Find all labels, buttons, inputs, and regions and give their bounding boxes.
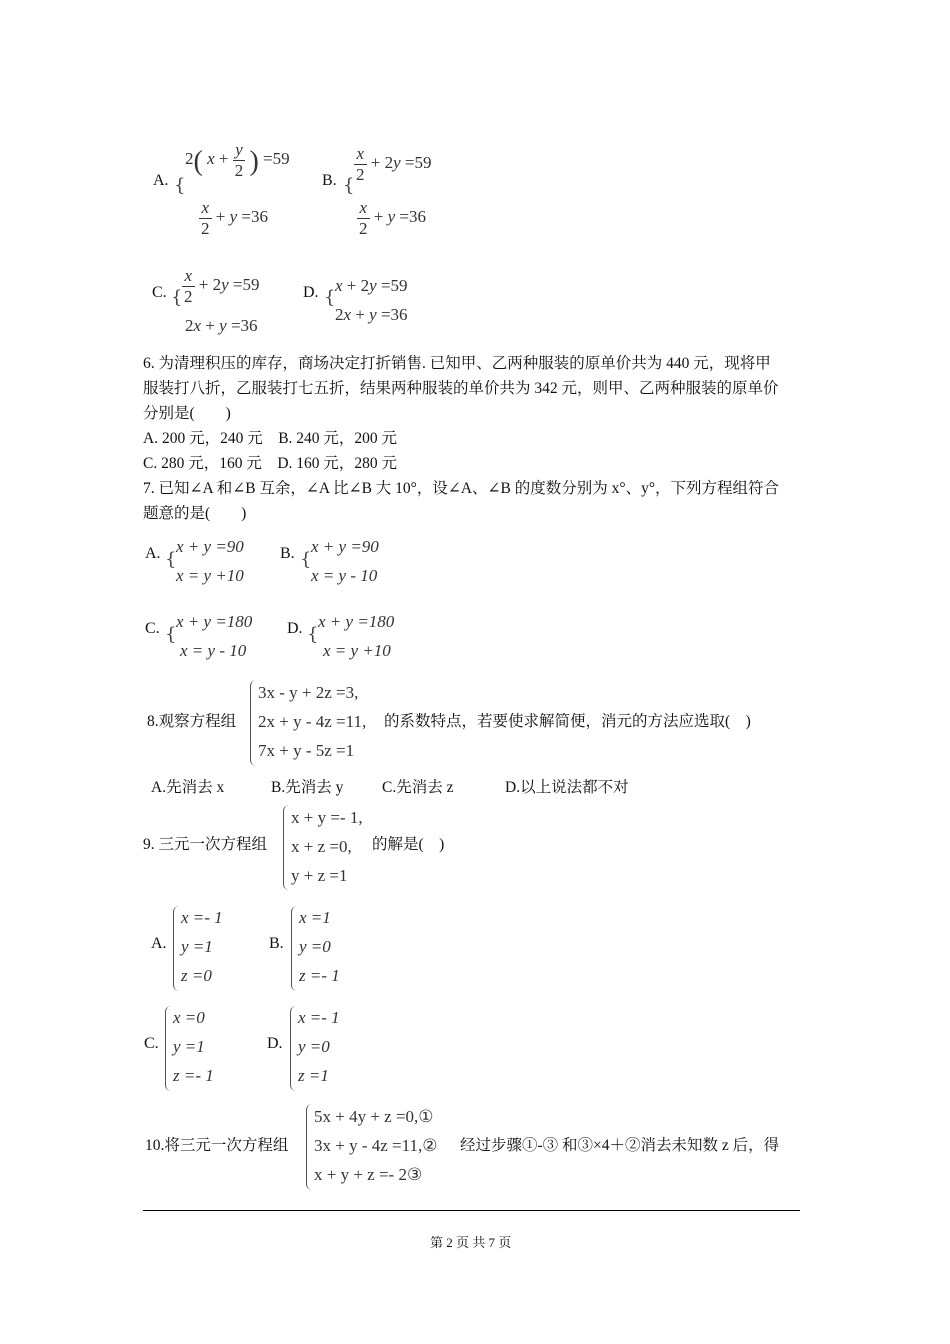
- equation-line: 2x + y =36: [185, 316, 258, 335]
- equation-line: x = y - 10: [180, 641, 247, 660]
- system-brace: [250, 680, 256, 766]
- left-brace: {: [165, 549, 177, 570]
- left-brace: {: [174, 175, 186, 196]
- question-text: 经过步骤①-③ 和③×4＋②消去未知数 z 后，得: [460, 1137, 780, 1154]
- equation-line: 3x + y - 4z =11,②: [314, 1136, 438, 1155]
- option-label: B.: [280, 545, 295, 562]
- question-text: 7. 已知∠A 和∠B 互余，∠A 比∠B 大 10°，设∠A、∠B 的度数分别为 x°、y°，下列方程组符合: [143, 480, 780, 497]
- left-brace: {: [165, 624, 177, 645]
- option-label: D.: [287, 620, 303, 637]
- option-label: B.: [322, 172, 337, 189]
- question-text: 分别是( ): [143, 405, 231, 422]
- equation-line: x = y - 10: [311, 566, 378, 585]
- option-label: A.: [151, 935, 167, 952]
- answer-option: A.先消去 x: [151, 779, 225, 796]
- equation-line: x + y =- 1,: [291, 808, 363, 827]
- equation-line: z =0: [181, 966, 212, 985]
- system-brace: [283, 805, 289, 890]
- answer-option: B.先消去 y: [271, 779, 344, 796]
- question-text: 9. 三元一次方程组: [143, 836, 268, 853]
- question-text: 10.将三元一次方程组: [145, 1137, 289, 1154]
- left-brace: {: [343, 175, 355, 196]
- equation-line: 2x + y =36: [335, 305, 408, 324]
- system-brace: [290, 1006, 296, 1091]
- left-brace: {: [300, 549, 312, 570]
- equation-line: x + 2y =59: [335, 276, 408, 295]
- option-label: D.: [303, 284, 319, 301]
- left-brace: {: [324, 287, 336, 308]
- equation-line: x = y +10: [323, 641, 391, 660]
- equation-line: x =- 1: [181, 908, 223, 927]
- equation-line: y =0: [299, 937, 331, 956]
- equation-line: 7x + y - 5z =1: [258, 741, 355, 760]
- equation-line: $\frac{x}{2}$ + y =36: [359, 198, 426, 238]
- answer-option: C.先消去 z: [382, 779, 454, 796]
- equation-line: x + y =180: [318, 612, 395, 631]
- option-label: C.: [145, 620, 160, 637]
- equation-line: x + y =180: [176, 612, 253, 631]
- question-text: 题意的是( ): [143, 505, 247, 522]
- equation-line: 3x - y + 2z =3,: [258, 683, 359, 702]
- equation-line: x + y =90: [311, 537, 379, 556]
- equation-line: x =0: [173, 1008, 205, 1027]
- left-brace: {: [307, 624, 319, 645]
- option-label: A.: [153, 172, 169, 189]
- answer-options: C. 280 元，160 元 D. 160 元，280 元: [143, 455, 398, 472]
- question-text: 的系数特点，若要使求解简便，消元的方法应选取( ): [384, 713, 751, 730]
- system-brace: [291, 906, 297, 991]
- question-text: 的解是( ): [372, 836, 445, 853]
- equation-line: x + y + z =- 2③: [314, 1165, 423, 1184]
- question-text: 6. 为清理积压的库存，商场决定打折销售. 已知甲、乙两种服装的原单价共为 440 元，现将甲: [143, 355, 771, 372]
- question-text: 8.观察方程组: [147, 713, 237, 730]
- page-number: 第 2 页 共 7 页: [430, 1235, 512, 1250]
- answer-option: D.以上说法都不对: [505, 779, 629, 796]
- system-brace: [173, 906, 179, 991]
- answer-options: A. 200 元，240 元 B. 240 元，200 元: [143, 430, 398, 447]
- question-text: 服装打八折，乙服装打七五折，结果两种服装的单价共为 342 元，则甲、乙两种服装的原单价: [143, 380, 779, 397]
- equation-line: $\frac{x}{2}$ + 2y =59: [356, 144, 432, 184]
- left-brace: {: [171, 287, 183, 308]
- equation-line: z =1: [298, 1066, 329, 1085]
- equation-line: $\frac{x}{2}$ + y =36: [201, 198, 268, 238]
- equation-line: 2( x + $\frac{y}{2}$ ) =59: [185, 140, 290, 180]
- equation-line: z =- 1: [173, 1066, 214, 1085]
- equation-line: z =- 1: [299, 966, 340, 985]
- system-brace: [306, 1104, 312, 1190]
- equation-line: x =1: [299, 908, 331, 927]
- option-label: D.: [267, 1035, 283, 1052]
- option-label: A.: [145, 545, 161, 562]
- equation-line: y =1: [173, 1037, 205, 1056]
- equation-line: x + y =90: [176, 537, 244, 556]
- equation-line: 2x + y - 4z =11,: [258, 712, 367, 731]
- equation-line: 5x + 4y + z =0,①: [314, 1107, 434, 1126]
- footer-divider: [143, 1210, 800, 1211]
- system-brace: [165, 1006, 171, 1091]
- equation-line: y =1: [181, 937, 213, 956]
- equation-line: x + z =0,: [291, 837, 352, 856]
- equation-line: x = y +10: [176, 566, 244, 585]
- equation-line: $\frac{x}{2}$ + 2y =59: [184, 266, 260, 306]
- equation-line: y =0: [298, 1037, 330, 1056]
- option-label: C.: [144, 1035, 159, 1052]
- option-label: B.: [269, 935, 284, 952]
- equation-line: x =- 1: [298, 1008, 340, 1027]
- option-label: C.: [152, 284, 167, 301]
- equation-line: y + z =1: [291, 866, 348, 885]
